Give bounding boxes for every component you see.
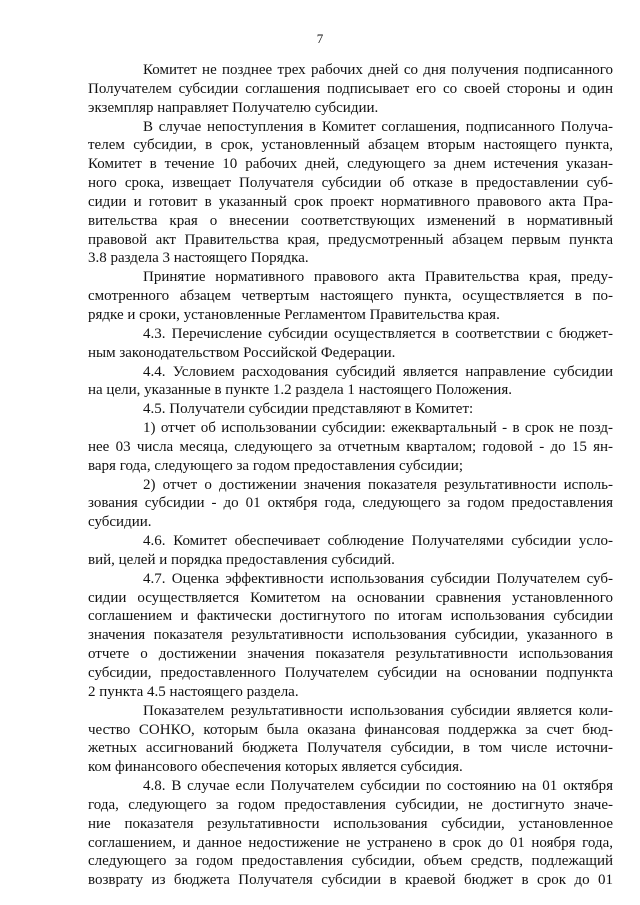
text-line: 4.7. Оценка эффективности использования субсидии Получателем суб- [143, 570, 613, 587]
text-line: вий, целей и порядка предоставления субсидий. [88, 551, 395, 568]
text-line: 1) отчет об использовании субсидии: ежеквартальный - в срок не позд- [143, 420, 613, 437]
text-line: 4.3. Перечисление субсидии осуществляется в соответствии с бюджет- [143, 325, 613, 342]
text-line: смотренного абзацем четвертым настоящего пункта, осуществляется в по- [88, 288, 613, 305]
text-line: варя года, следующего за годом предоставления субсидии; [88, 457, 463, 474]
text-line: вительства края о внесении соответствующих изменений в нормативный [88, 212, 613, 229]
text-line: правовой акт Правительства края, предусмотренный абзацем первым пункта [88, 231, 613, 248]
text-line: соглашением, и данное недостижение не устранено в срок до 01 ноября года, [88, 834, 613, 851]
text-line: 4.8. В случае если Получателем субсидии по состоянию на 01 октября [143, 778, 613, 795]
text-line: сидии осуществляется Комитетом на основании сравнения установленного [88, 589, 613, 606]
text-line: 4.4. Условием расходования субсидий является направление субсидии [143, 363, 613, 380]
text-line: ние показателя результативности использования субсидии, установленное [88, 815, 613, 832]
text-line: чество СОНКО, которым была оказана финансовая поддержка за счет бюд- [88, 721, 613, 738]
text-line: 2) отчет о достижении значения показателя результативности исполь- [143, 476, 613, 493]
text-line: на цели, указанные в пункте 1.2 раздела 1 настоящего Положения. [88, 382, 512, 399]
text-line: 4.6. Комитет обеспечивает соблюдение Получателями субсидии усло- [143, 533, 613, 550]
text-line: ного срока, извещает Получателя субсидии об отказе в предоставлении суб- [88, 175, 613, 192]
text-line: Комитет не позднее трех рабочих дней со дня получения подписанного [143, 62, 613, 78]
text-line: субсидии. [88, 514, 152, 531]
text-line: зования субсидии - до 01 октября года, следующего за годом предоставления [88, 495, 613, 512]
text-line: экземпляр направляет Получателю субсидии. [88, 99, 379, 116]
text-line: ком финансового обеспечения которых является субсидия. [88, 759, 463, 776]
text-line: Получателем субсидии соглашения подписывает его со своей стороны и один [88, 80, 613, 97]
text-line: Комитет в течение 10 рабочих дней, следующего за днем истечения указан- [88, 156, 613, 173]
text-line: телем субсидии, в срок, установленный абзацем вторым настоящего пункта, [88, 137, 613, 154]
text-line: отчете о достижении значения показателя результативности использования [88, 646, 613, 663]
text-line: возврату из бюджета Получателя субсидии в краевой бюджет в срок до 01 [88, 872, 613, 889]
text-line: ным законодательством Российской Федерации. [88, 344, 396, 361]
text-line: года, следующего за годом предоставления субсидии, не достигнуто значе- [88, 796, 613, 813]
text-line: Принятие нормативного правового акта Правительства края, преду- [143, 269, 613, 286]
page-number: 7 [316, 31, 324, 46]
text-line: 4.5. Получатели субсидии представляют в Комитет: [143, 401, 474, 418]
text-line: Показателем результативности использования субсидии является коли- [143, 702, 613, 719]
text-line: рядке и сроки, установленные Регламентом Правительства края. [88, 306, 500, 323]
text-line: субсидии, предоставленного Получателем субсидии на основании подпункта [88, 665, 613, 681]
text-line: следующего за годом предоставления субсидии, объем средств, подлежащий [88, 853, 613, 870]
text-line: 2 пункта 4.5 настоящего раздела. [88, 683, 299, 700]
text-line: соглашением и фактически достигнутого по итогам использования субсидии [88, 608, 613, 625]
text-line: В случае непоступления в Комитет соглашения, подписанного Получа- [143, 118, 613, 135]
document-body [88, 61, 613, 890]
text-line: жетных ассигнований бюджета Получателя субсидии, в том числе источни- [88, 740, 613, 757]
text-line: 3.8 раздела 3 настоящего Порядка. [88, 250, 309, 267]
text-line: значения показателя результативности использования субсидии, указанного в [88, 627, 613, 644]
text-line: нее 03 числа месяца, следующего за отчетным кварталом; годовой - до 15 ян- [88, 438, 613, 455]
text-line: сидии и готовит в указанный срок проект нормативного правового акта Пра- [88, 193, 613, 210]
